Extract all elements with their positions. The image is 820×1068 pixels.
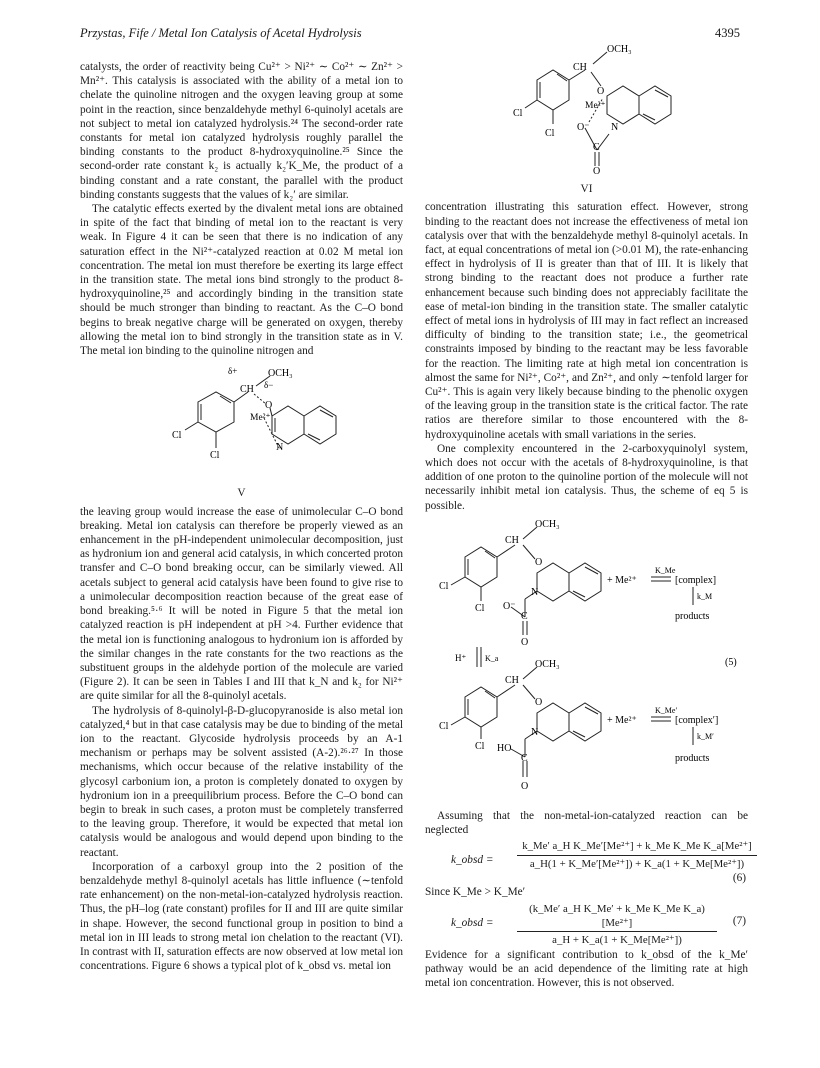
ch-label: CH xyxy=(240,384,254,396)
ch-label: CH xyxy=(505,674,519,686)
carboxylate-oxygen-label: O⁻ xyxy=(503,600,516,612)
equation-number: (7) xyxy=(732,914,746,927)
chloro-label: Cl xyxy=(513,108,523,119)
structure-label: V xyxy=(237,487,246,500)
ch-label: CH xyxy=(505,534,519,546)
delta-plus-label: δ+ xyxy=(228,366,238,377)
nitrogen-label: N xyxy=(611,122,619,133)
och3-label: OCH₃ xyxy=(607,44,632,55)
equation-denominator: a_H(1 + K_Me′[Me²⁺]) + K_a(1 + K_Me[Me²⁺]) xyxy=(529,857,745,870)
oxygen-label: O xyxy=(597,86,605,97)
carbon-label: C xyxy=(593,142,600,153)
nitrogen-label: N xyxy=(531,726,539,738)
equation-lhs: k_obsd = xyxy=(451,916,494,929)
equation-lhs: k_obsd = xyxy=(451,854,494,867)
equation-denominator: a_H + K_a(1 + K_Me[Me²⁺]) xyxy=(552,934,682,947)
oxygen-label: O xyxy=(521,636,529,648)
page-number: 4395 xyxy=(715,26,740,40)
paragraph: Incorporation of a carboxyl group into the 2 position of the benzaldehyde methyl 8-quinolyl acetals has little influence (∼tenfold rate enhancement) on the non-metal-ion-catalyzed hydrolysis reaction. Thus, the pH–log (rate constant) profiles for II and III are quite similar in shape. However, the second functional group in position to bind a metal ion in III leads to strong metal ion chelation to the reactant (VI). In contrast with II, saturation effects are now observed at low metal ion concentrations. Figure 6 shows a typical plot of k_obsd vs. metal ion xyxy=(80,860,403,973)
och3-label: OCH₃ xyxy=(535,518,560,530)
structure-v xyxy=(80,360,403,484)
products-label: products xyxy=(675,610,710,622)
delta-minus-label: δ− xyxy=(264,380,274,391)
chloro-label: Cl xyxy=(475,602,485,614)
chloro-label: Cl xyxy=(545,128,555,139)
complex-label: [complex] xyxy=(675,574,717,586)
equation-7 xyxy=(425,902,748,946)
km-label: k_M xyxy=(697,591,713,601)
paragraph: catalysts, the order of reactivity being Cu²⁺ > Ni²⁺ ∼ Co²⁺ ∼ Zn²⁺ > Mn²⁺. This catalysis is associated with the ability of a metal ion to chelate the quinoline nitrogen and the oxygen leaving group at some point in the reaction, since benzaldehyde methyl 6-quinolyl acetals are not subject to metal ion catalyzed hydrolysis.²⁴ The second-order rate constants for metal ion catalyzed hydrolysis roughly parallel the binding constants to the product 8-hydroxyquinoline.²⁵ Since the second-order rate constant k₂ is actually k₂′K_Me, the product of a binding constant and a rate constant, the parallel with the product binding constants suggests that the values of k₂′ are similar. xyxy=(80,61,403,201)
equation-number: (5) xyxy=(725,656,737,668)
chloro-label: Cl xyxy=(439,580,449,592)
carbon-label: C xyxy=(521,610,528,622)
structure-vi xyxy=(425,38,748,180)
equation-fraction xyxy=(517,902,717,948)
ch-label: CH xyxy=(573,62,587,73)
equation-numerator: (k_Me′ a_H K_Me′ + k_Me K_Me K_a)[Me²⁺] xyxy=(517,902,717,932)
products-label: products xyxy=(675,752,710,764)
oxygen-label: O xyxy=(265,400,273,412)
chloro-label: Cl xyxy=(172,430,182,442)
kme-prime-label: K_Me′ xyxy=(655,705,678,715)
nitrogen-label: N xyxy=(276,442,284,454)
metal-reagent-label: + Me²⁺ xyxy=(607,714,637,726)
paragraph: One complexity encountered in the 2-carboxyquinolyl system, which does not occur with the acetals of 8-hydroxyquinoline, is that addition of one proton to the quinoline portion of the molecule will not necessarily inhibit metal ion catalysis. Thus, the scheme of eq 5 is possible. xyxy=(425,442,748,512)
running-title: Przystas, Fife / Metal Ion Catalysis of Acetal Hydrolysis xyxy=(80,26,362,40)
proton-label: H⁺ xyxy=(455,652,467,663)
paragraph: The hydrolysis of 8-quinolyl-β-D-glucopyranoside is also metal ion catalyzed,⁴ but in that case catalysis may be due to binding of the metal ion to the reactant. Glycoside hydrolysis proceeds by an A-1 mechanism or perhaps may be solvent assisted (A-2).²⁶·²⁷ In those mechanisms, which occur because of the relative instability of the glycosyl carbonium ion, a proton is completely donated to oxygen by hydronium ion in a preequilibrium process. Before the C–O bond can begin to break in such cases, a proton must be completely transferred to the leaving group. Therefore, it would be expected that metal ion catalysis would be analogous and would depend upon binding to the reactant. xyxy=(80,704,403,859)
paragraph: Since K_Me > K_Me′ xyxy=(425,886,526,899)
left-column xyxy=(80,60,403,973)
carbon-label: C xyxy=(521,752,528,764)
paragraph: Assuming that the non-metal-ion-catalyzed reaction can be neglected xyxy=(425,810,748,837)
oxygen-label: O xyxy=(535,556,543,568)
complex-prime-label: [complex′] xyxy=(675,714,719,726)
chloro-label: Cl xyxy=(475,740,485,752)
chloro-label: Cl xyxy=(210,450,220,462)
och3-label: OCH₃ xyxy=(535,658,560,670)
chloro-label: Cl xyxy=(439,720,449,732)
ka-label: K_a xyxy=(485,653,499,663)
paragraph: concentration illustrating this saturation effect. However, strong binding to the reactant does not increase the effectiveness of metal ion catalysis over that with the benzaldehyde methyl 8-quinolyl acetals. In fact, at equal concentrations of metal ion (>0.01 M), the rate-enhancing effect in hydrolysis of II is greater than that of III. It is likely that strong binding to the reactant does not produce a further rate enhancement because such binding does not appreciably facilitate the ease of metal-ion binding in the transition state. The smaller catalytic effect of metal ions in hydrolysis of III may in fact reflect an increased difficulty of binding to the transition state; i.e., the geometrical constraints imposed by binding to the reactant may be less favorable for the reaction. The limiting rate at high metal ion concentration is almost the same for Ni²⁺, Co²⁺, and Zn²⁺, and only ∼tenfold larger for Cu²⁺. This is again very likely because binding to the phenolic oxygen of the leaving group in the transition state is the critical factor. The rate ratios are therefore similar to those encountered with the 8-hydroxyquinoline acetals with small variations in the series. xyxy=(425,201,748,441)
nitrogen-label: N xyxy=(531,586,539,598)
och3-label: OCH₃ xyxy=(268,368,293,380)
equation-6 xyxy=(425,839,752,885)
reaction-scheme-eq5 xyxy=(425,515,748,807)
right-column xyxy=(425,36,752,990)
paragraph: The catalytic effects exerted by the divalent metal ions are obtained in spite of the fact that binding of metal ion to the reactant is very weak. In Figure 4 it can be seen that there is no indication of any saturation effect in the Ni²⁺-catalyzed reaction at 0.02 M metal ion concentration. The metal ion must therefore be exerting its large effect in the transition state. The metal ions bind strongly to the product 8-hydroxyquinoline,²⁵ and accordingly binding in the transition state should be much stronger than binding to reactant. As the C–O bond begins to break negative charge will be generated on oxygen, thereby allowing the metal ion to bind strongly in the transition state as in V. The metal ion binding to the quinoline nitrogen and xyxy=(80,203,403,358)
structure-label: VI xyxy=(580,183,593,196)
equation-fraction xyxy=(517,839,757,870)
km-prime-label: k_M′ xyxy=(697,731,714,741)
hydroxyl-label: HO xyxy=(497,742,512,754)
oxygen-label: O xyxy=(535,696,543,708)
equation-number: (6) xyxy=(732,872,746,885)
kme-label: K_Me xyxy=(655,565,676,575)
oxygen-label: O xyxy=(521,780,529,792)
metal-label: Me²⁺ xyxy=(250,413,271,424)
carboxylate-oxygen-label: O⁻ xyxy=(577,122,590,133)
paragraph: Evidence for a significant contribution to k_obsd of the k_Me′ pathway would be an acid dependence of the limiting rate at high metal ion concentration. However, this is not observed. xyxy=(425,948,748,990)
metal-reagent-label: + Me²⁺ xyxy=(607,574,637,586)
equation-numerator: k_Me′ a_H K_Me′[Me²⁺] + k_Me K_Me K_a[Me²⁺] xyxy=(517,839,757,855)
oxygen-label: O xyxy=(593,166,601,176)
metal-label: Me²⁺ xyxy=(585,101,606,111)
paragraph: the leaving group would increase the ease of unimolecular C–O bond breaking. Metal ion catalysis can therefore be properly viewed as an enhancement in the pH-independent unimolecular decomposition, just as hydronium ion and general acid catalysis, in which concerted proton transfer and C–O bond breaking occur, can be similarly viewed. All acetals subject to general acid catalysis have been found to give rise to a unimolecular decomposition reaction because of the great ease of bond breaking.⁵·⁶ It will be noted in Figure 5 that the metal ion catalyzed reaction is pH independent at pH >4. Further evidence that the metal ion is functioning analogous to hydronium ion is afforded by the similar changes in the rate constants for the two reactions as the substituent groups in the aldehyde portion of the molecule are varied (Figure 2). It can be seen in Tables I and III that k_N and k₂ for Ni²⁺ are quite similar for all the 8-quinolyl acetals. xyxy=(80,505,403,703)
